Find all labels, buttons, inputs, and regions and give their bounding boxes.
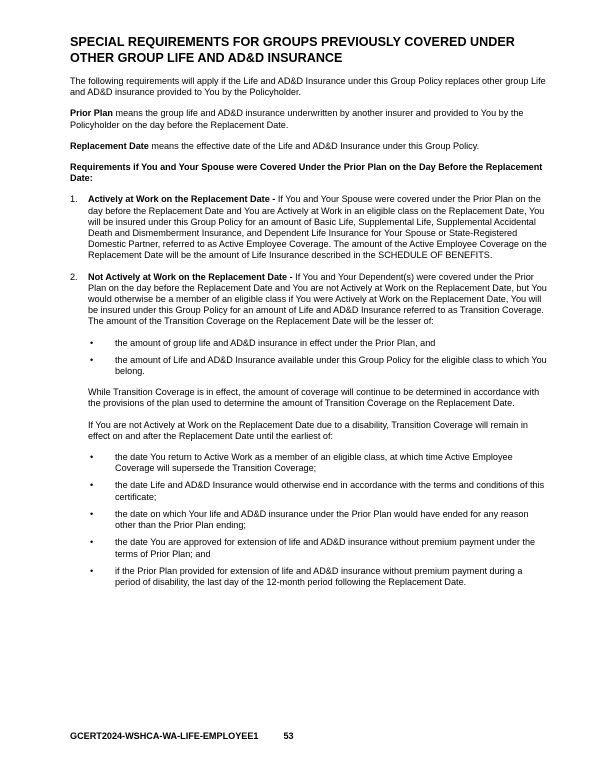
intro-paragraph: The following requirements will apply if the Life and AD&D Insurance under this Group Policy replaces other group Life and AD&D insurance provided to You by the Policyholder. [70, 76, 546, 98]
list-item: • the date Life and AD&D Insurance would otherwise end in accordance with the terms and conditions of this certificate; [90, 480, 545, 502]
requirements-heading: Requirements if You and Your Spouse were Covered Under the Prior Plan on the Day Before the Replacement Date: [70, 162, 543, 184]
bullet-icon: • [90, 508, 94, 519]
item-text: If You and Your Dependent(s) were covered under the Prior Plan on the day before the Replacement Date and You are not Actively at Work on the Replacement Date, but You would otherwise be a member of an eligible class if You were Actively at Work on the Replacement Date, You will be insured under this Group Policy for an amount of Life and AD&D Insurance referred to as Transition Coverage. The amount of the Transition Coverage on the Replacement Date will be the lesser of: [88, 271, 547, 327]
list-item: • the date on which Your life and AD&D insurance under the Prior Plan would have ended for any reason other than the Prior Plan ending; [90, 508, 529, 531]
bullet-icon: • [90, 354, 94, 365]
list-item: • the date You are approved for extension of life and AD&D insurance without premium payment under the terms of Prior Plan; and [90, 537, 536, 559]
bullet-icon: • [90, 452, 94, 463]
list-item: • if the Prior Plan provided for extension of life and AD&D insurance without premium payment during a period of disability, the last day of the 12-month period following the Replacement Date. [90, 565, 523, 587]
page-footer [70, 731, 294, 741]
bullet-icon: • [90, 537, 94, 548]
item-title: Not Actively at Work on the Replacement Date - [88, 271, 293, 282]
requirements-list [70, 194, 550, 588]
list-item: • the date You return to Active Work as a member of an eligible class, at which time Active Employee Coverage will supersede the Transition Coverage; [90, 452, 513, 474]
lesser-of-list [88, 338, 550, 378]
document-page [70, 34, 550, 598]
item-number: 2. [70, 271, 78, 282]
replacement-date-definition [70, 141, 550, 152]
item-title: Actively at Work on the Replacement Date - [88, 194, 276, 205]
bullet-icon: • [90, 337, 94, 348]
page-number: 53 [283, 731, 294, 741]
document-code: GCERT2024-WSHCA-WA-LIFE-EMPLOYEE1 [70, 731, 259, 741]
bullet-icon: • [90, 565, 94, 576]
earliest-of-list [88, 452, 550, 588]
replacement-date-term: Replacement Date [70, 140, 149, 151]
prior-plan-text: means the group life and AD&D insurance underwritten by another insurer and provided to You by the Policyholder on the day before the Replacement Date. [70, 108, 524, 130]
requirement-item-2 [70, 272, 550, 588]
requirement-item-1 [70, 194, 550, 261]
bullet-icon: • [90, 480, 94, 491]
prior-plan-definition [70, 108, 550, 130]
replacement-date-text: means the effective date of the Life and AD&D Insurance under this Group Policy. [148, 140, 480, 151]
item-number: 1. [70, 194, 78, 205]
prior-plan-term: Prior Plan [70, 108, 113, 119]
disability-paragraph: If You are not Actively at Work on the Replacement Date due to a disability, Transition Coverage will remain in effect on and after the Replacement Date until the earliest of: [88, 419, 528, 441]
list-item: • the amount of Life and AD&D Insurance available under this Group Policy for the eligible class to which You belong. [90, 354, 547, 377]
list-item: • the amount of group life and AD&D insurance in effect under the Prior Plan, and [90, 337, 436, 348]
transition-coverage-paragraph: While Transition Coverage is in effect, the amount of coverage will continue to be determined in accordance with the provisions of the plan used to determine the amount of Transition Coverage on the Replacement Date. [88, 387, 540, 409]
section-heading: SPECIAL REQUIREMENTS FOR GROUPS PREVIOUSLY COVERED UNDER OTHER GROUP LIFE AND AD&D INSURANCE [70, 35, 515, 65]
item-text: If You and Your Spouse were covered under the Prior Plan on the day before the Replacement Date and You are Actively at Work in an eligible class on the Replacement Date, You will be insured under this Group Policy for an amount of Basic Life, Supplemental Life, Supplemental Accidental Death and Dismemberment Insurance, and Dependent Life Insurance for Your Spouse or State-Registered Domestic Partner, referred to as Active Employee Coverage. The amount of the Active Employee Coverage on the Replacement Date will be the amount of Life Insurance described in the SCHEDULE OF BENEFITS. [88, 194, 547, 261]
